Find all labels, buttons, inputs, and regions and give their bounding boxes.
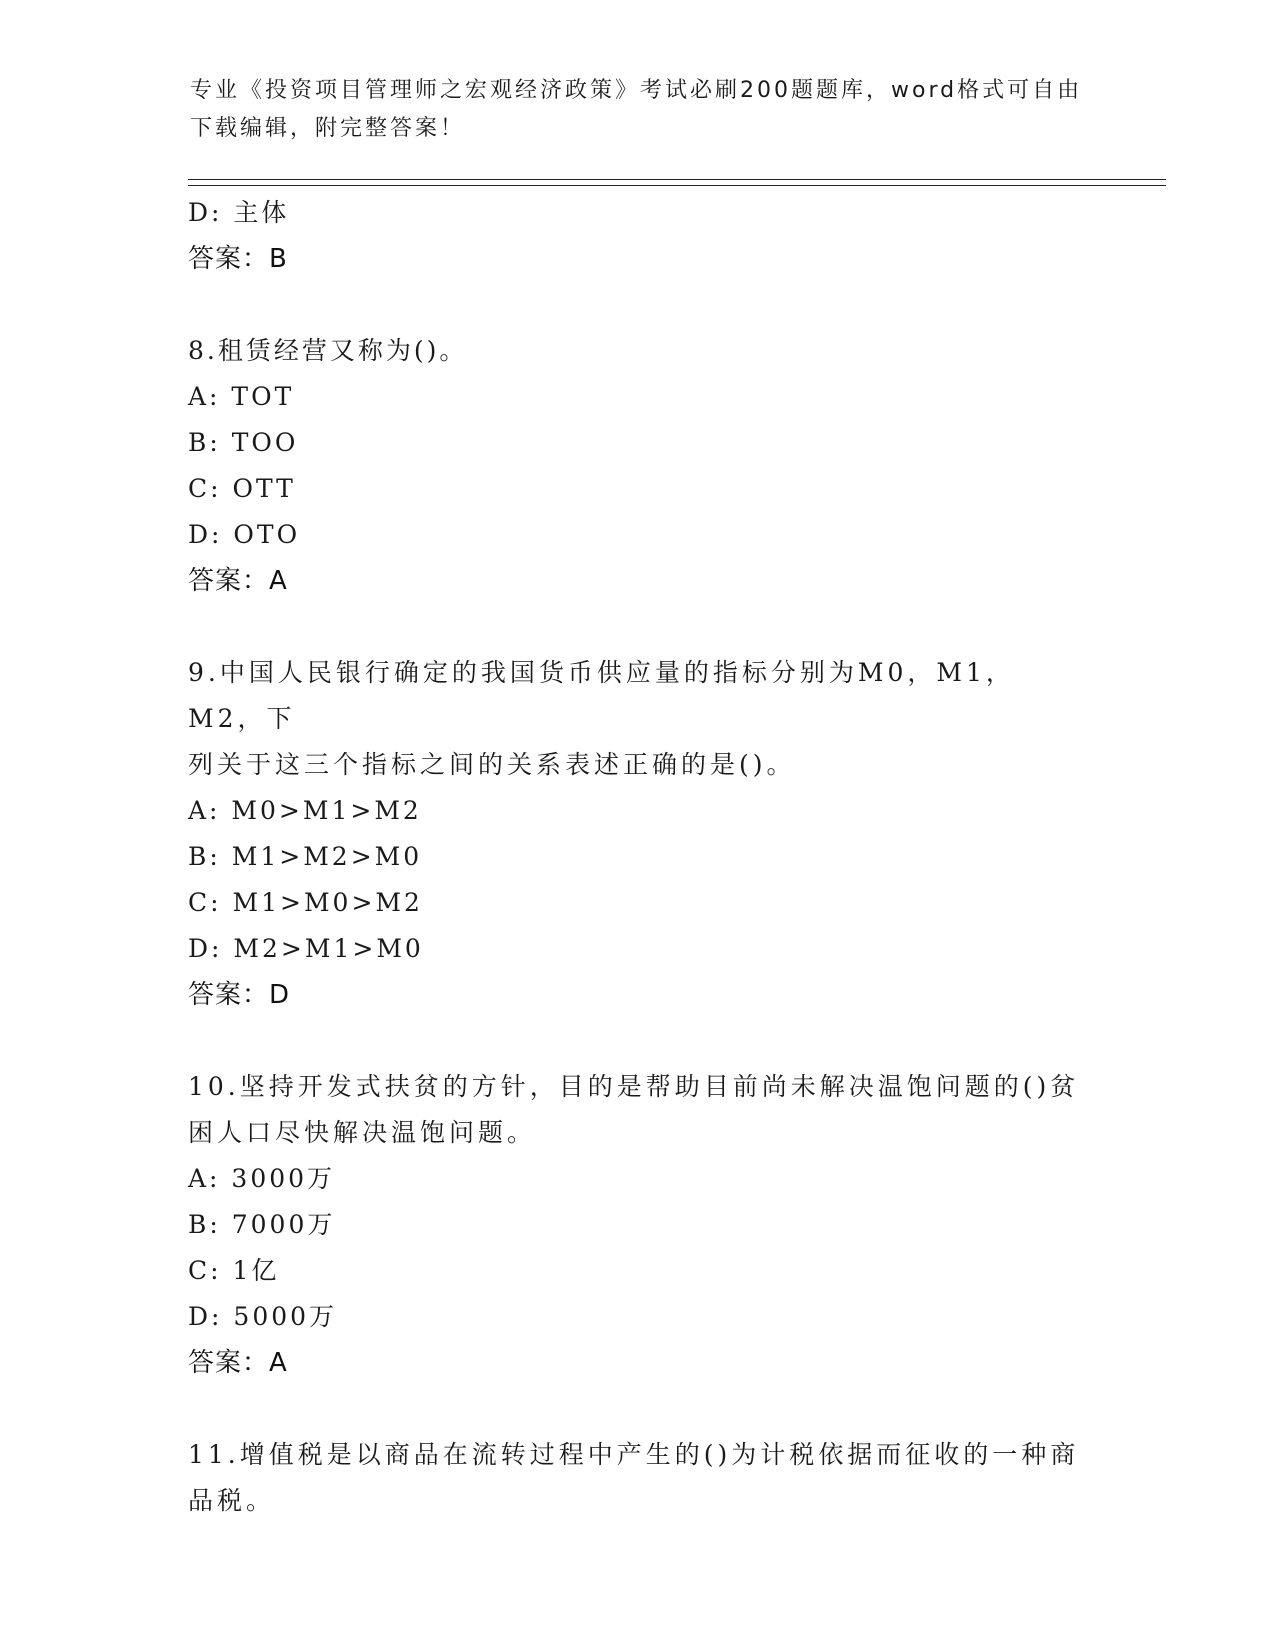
- header-divider-top: [188, 179, 1166, 180]
- spacer: [188, 604, 1088, 650]
- option-b: B: M1>M2>M0: [188, 842, 423, 871]
- option-a: A: 3000万: [188, 1164, 336, 1193]
- question-stem: [188, 1064, 1088, 1156]
- question-stem-line-2: 困人口尽快解决温饱问题。: [188, 1118, 537, 1147]
- spacer: [188, 1018, 1088, 1064]
- previous-question-tail: [188, 190, 1088, 282]
- answer-line: 答案：B: [188, 244, 288, 274]
- option-d: D: OTO: [188, 520, 301, 549]
- header-line-2: 下载编辑，附完整答案！: [190, 116, 466, 141]
- answer-line: 答案：D: [188, 980, 291, 1010]
- header-line-1: 专业《投资项目管理师之宏观经济政策》考试必刷200题题库，word格式可自由: [190, 78, 1083, 103]
- question-8: [188, 328, 1088, 604]
- option-a: A: TOT: [188, 382, 295, 411]
- question-stem-line-1: 9.中国人民银行确定的我国货币供应量的指标分别为M0，M1，M2，下: [188, 658, 1015, 733]
- spacer: [188, 282, 1088, 328]
- option-a: A: M0>M1>M2: [188, 796, 422, 825]
- question-9: [188, 650, 1088, 1018]
- option-d: D: 5000万: [188, 1302, 338, 1331]
- question-stem-line-2: 列关于这三个指标之间的关系表述正确的是()。: [188, 750, 796, 779]
- spacer: [188, 1386, 1088, 1432]
- question-stem: [188, 650, 1088, 788]
- question-stem-line-2: 品税。: [188, 1486, 276, 1515]
- question-11: [188, 1432, 1088, 1524]
- option-b: B: TOO: [188, 428, 299, 457]
- document-header: [190, 72, 1090, 148]
- question-stem: [188, 1432, 1088, 1524]
- answer-line: 答案：A: [188, 1348, 288, 1378]
- header-divider-bottom: [188, 185, 1166, 186]
- option-c: C: OTT: [188, 474, 296, 503]
- question-list: [188, 190, 1088, 1524]
- answer-line: 答案：A: [188, 566, 288, 596]
- option-c: C: 1亿: [188, 1256, 280, 1285]
- question-10: [188, 1064, 1088, 1386]
- option-d: D: M2>M1>M0: [188, 934, 424, 963]
- question-stem: 8.租赁经营又称为()。: [188, 336, 468, 365]
- option-c: C: M1>M0>M2: [188, 888, 423, 917]
- question-stem-line-1: 10.坚持开发式扶贫的方针，目的是帮助目前尚未解决温饱问题的()贫: [188, 1072, 1080, 1101]
- question-stem-line-1: 11.增值税是以商品在流转过程中产生的()为计税依据而征收的一种商: [188, 1440, 1080, 1469]
- option-b: B: 7000万: [188, 1210, 336, 1239]
- option-d: D: 主体: [188, 198, 290, 227]
